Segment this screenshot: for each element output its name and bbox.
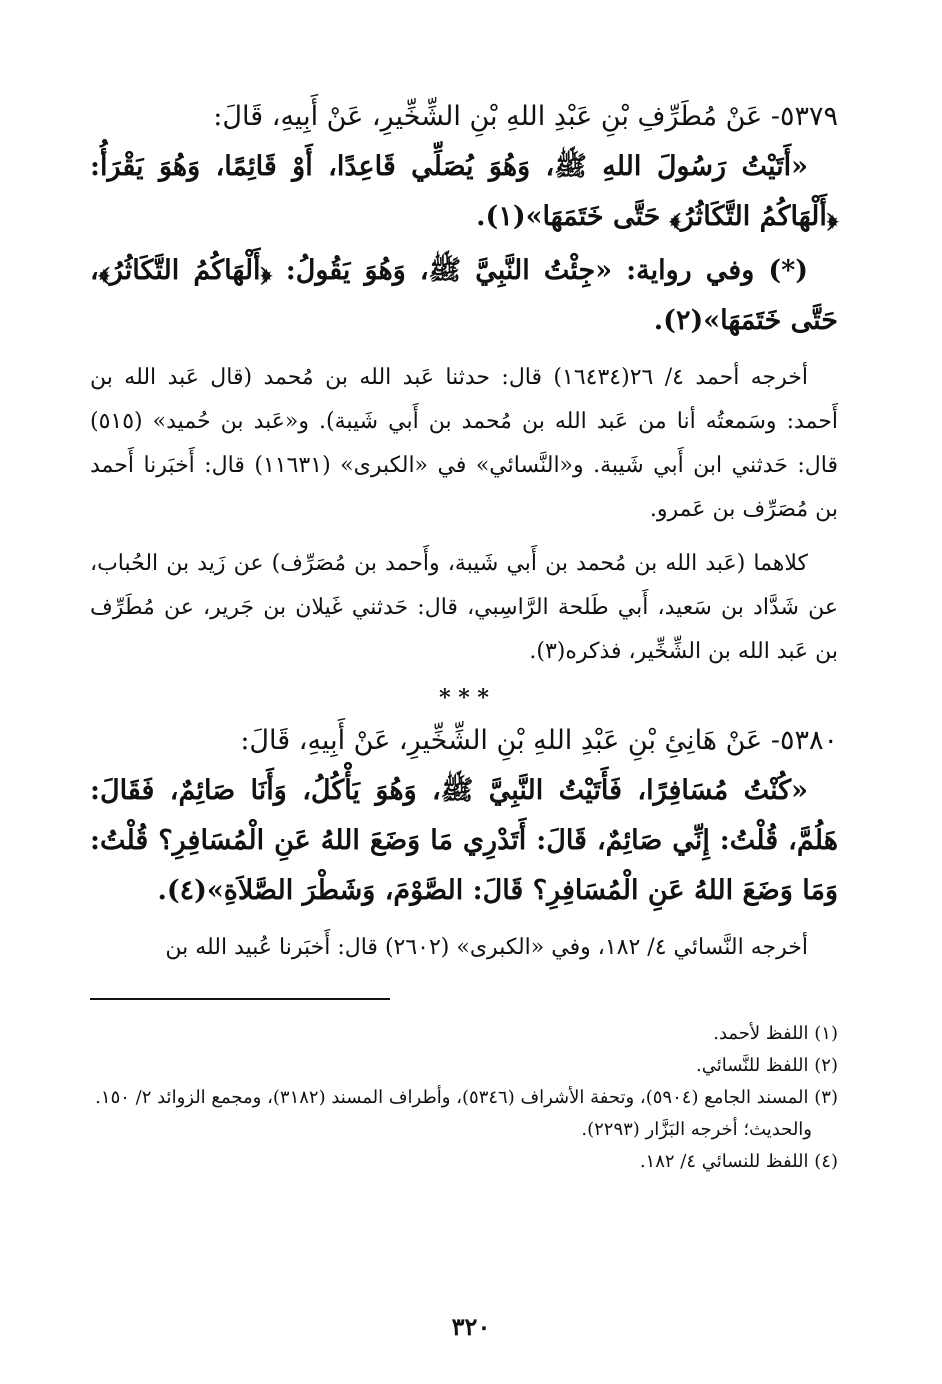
hadith-5380 [90, 716, 838, 970]
hadith-5380-takhrij-1: أخرجه النَّسائي ٤/ ١٨٢، وفي «الكبرى» (٢٦٠٢) قال: أَخبَرنا عُبيد الله بن [165, 935, 808, 960]
hadith-5379 [90, 92, 838, 674]
page-body [90, 92, 838, 1178]
hadith-5380-heading: ٥٣٨٠- عَنْ هَانِئِ بْنِ عَبْدِ اللهِ بْنِ الشِّخِّيرِ، عَنْ أَبِيهِ، قَالَ: [240, 725, 838, 756]
footnote-1: (١) اللفظ لأحمد. [713, 1023, 838, 1044]
hadith-5380-text: «كُنْتُ مُسَافِرًا، فَأَتَيْتُ النَّبِيَّ ﷺ، وَهُوَ يَأْكُلُ، وَأَنَا صَائِمٌ، فَقَالَ: هَلُمَّ، قُلْتُ: إِنِّي صَائِمٌ، قَالَ: أَتَدْرِي مَا وَضَعَ اللهُ عَنِ الْمُسَافِرِ؟ قُلْتُ: وَمَا وَضَعَ اللهُ عَنِ الْمُسَافِرِ؟ قَالَ: الصَّوْمَ، وَشَطْرَ الصَّلاَةِ»(٤). [90, 775, 838, 906]
footnote-2: (٢) اللفظ للنَّسائي. [696, 1055, 838, 1076]
footnotes [90, 1018, 838, 1178]
hadith-5379-takhrij-1: أخرجه أحمد ٤/ ٢٦(١٦٤٣٤) قال: حدثنا عَبد الله بن مُحمد (قال عَبد الله بن أَحمد: وسَمعتُه أنا من عَبد الله بن مُحمد بن أَبي شَيبة). و«عَبد بن حُميد» (٥١٥) قال: حَدثني ابن أَبي شَيبة. و«النَّسائي» في «الكبرى» (١١٦٣١) قال: أَخبَرنا أَحمد بن مُصَرِّف بن عَمرو. [90, 365, 838, 522]
footnote-separator [90, 998, 390, 1000]
page-number: ٣٢٠ [451, 1312, 491, 1341]
hadith-5379-riwaya: (*) وفي رواية: «جِئْتُ النَّبِيَّ ﷺ، وَهُوَ يَقُولُ: ﴿أَلْهَاكُمُ التَّكَاثُرُ﴾، حَتَّى خَتَمَهَا»(٢). [90, 255, 838, 336]
footnote-3: (٣) المسند الجامع (٥٩٠٤)، وتحفة الأشراف (٥٣٤٦)، وأطراف المسند (٣١٨٢)، ومجمع الزوائد ٢/ ١٥٠. [95, 1087, 838, 1108]
hadith-5379-takhrij-2: كلاهما (عَبد الله بن مُحمد بن أَبي شَيبة، وأَحمد بن مُصَرِّف) عن زَيد بن الحُباب، عن شَدَّاد بن سَعيد، أَبي طَلحة الرَّاسِبي، قال: حَدثني غَيلان بن جَرير، عن مُطَرِّف بن عَبد الله بن الشِّخِّير، فذكره(٣). [90, 551, 838, 664]
hadith-5379-heading: ٥٣٧٩- عَنْ مُطَرِّفِ بْنِ عَبْدِ اللهِ بْنِ الشِّخِّيرِ، عَنْ أَبِيهِ، قَالَ: [213, 101, 838, 132]
section-divider-stars: * * * [439, 685, 489, 711]
footnote-4: (٤) اللفظ للنسائي ٤/ ١٨٢. [639, 1151, 838, 1172]
hadith-5379-text: «أَتَيْتُ رَسُولَ اللهِ ﷺ، وَهُوَ يُصَلِّي قَاعِدًا، أَوْ قَائِمًا، وَهُوَ يَقْرَأُ: ﴿أَلْهَاكُمُ التَّكَاثُرُ﴾ حَتَّى خَتَمَهَا»(١). [90, 151, 838, 232]
footnote-3-continuation: والحديث؛ أخرجه البَزَّار (٢٢٩٣). [581, 1119, 812, 1140]
